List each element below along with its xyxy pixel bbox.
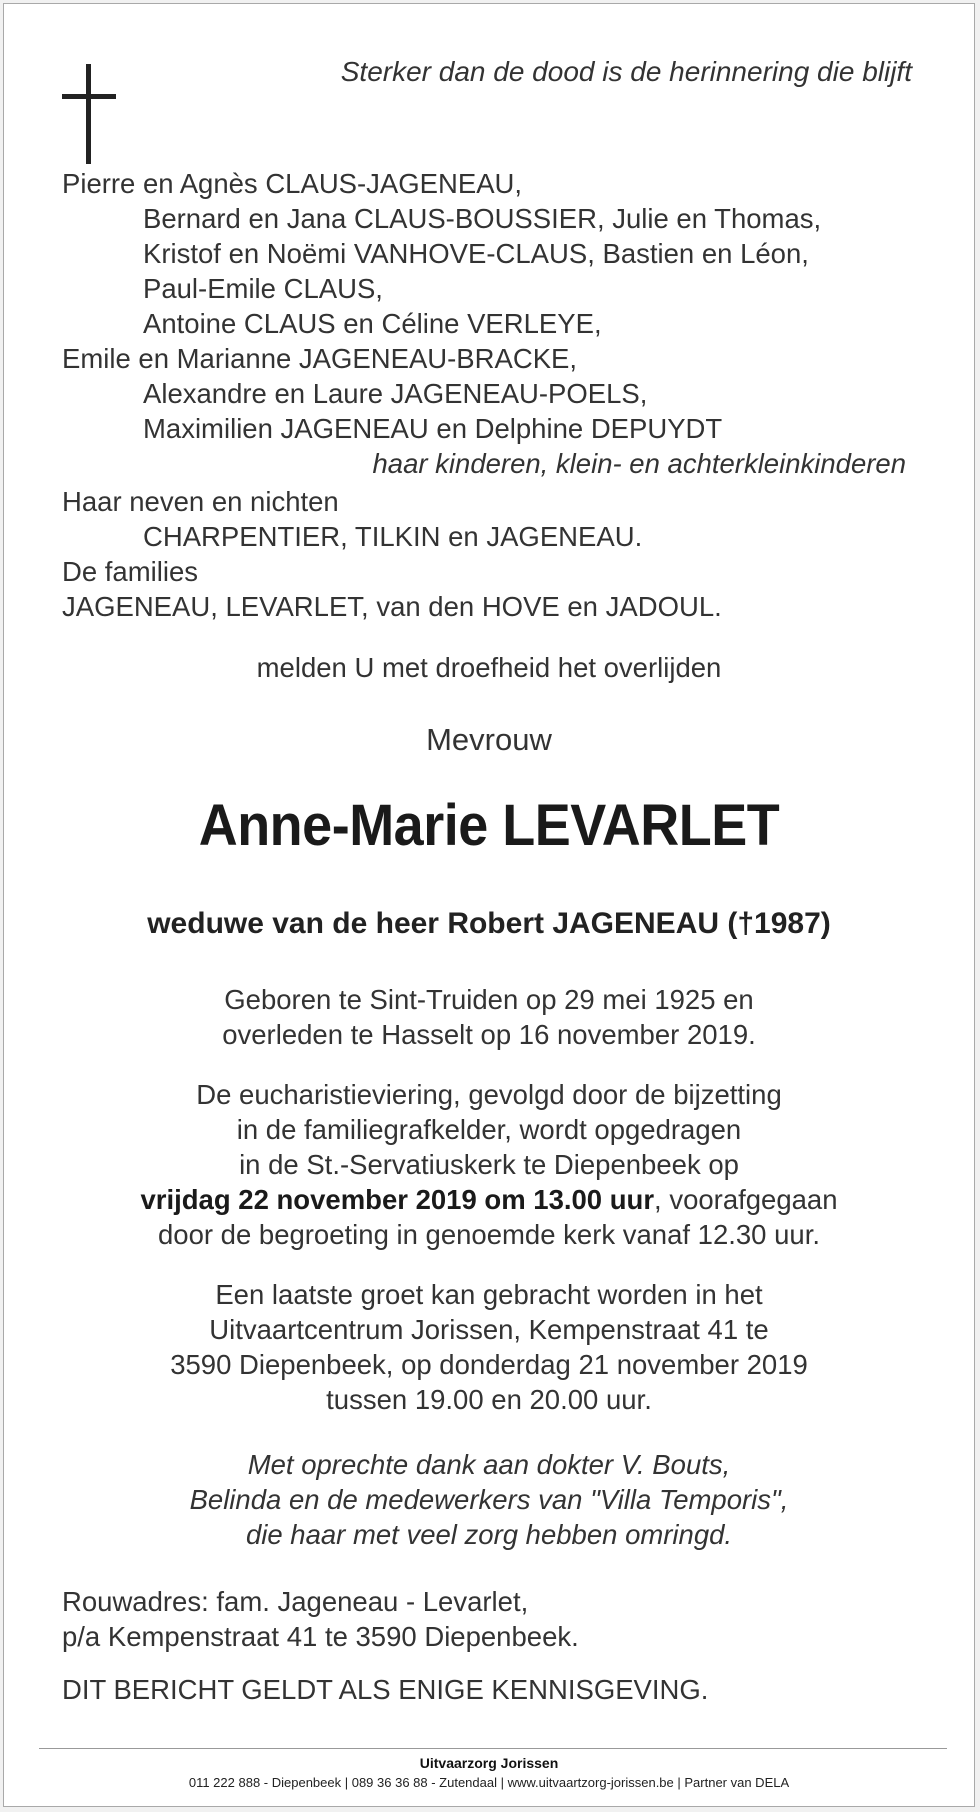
thanks-line: Belinda en de medewerkers van "Villa Temporis", bbox=[189, 1484, 789, 1515]
notice: DIT BERICHT GELDT ALS ENIGE KENNISGEVING. bbox=[62, 1674, 709, 1705]
family-line: Bernard en Jana CLAUS-BOUSSIER, Julie en Thomas, bbox=[143, 203, 822, 234]
family-line: Paul-Emile CLAUS, bbox=[143, 273, 383, 304]
thanks-line: die haar met veel zorg hebben omringd. bbox=[245, 1519, 733, 1550]
visitation-line: 3590 Diepenbeek, op donderdag 21 november 2019 bbox=[170, 1349, 808, 1380]
cross-icon bbox=[62, 64, 116, 164]
ceremony-line: De eucharistieviering, gevolgd door de bijzetting bbox=[196, 1079, 782, 1110]
honorific: Mevrouw bbox=[426, 722, 552, 757]
family-relation: haar kinderen, klein- en achterkleinkinderen bbox=[372, 448, 906, 479]
family-line: Alexandre en Laure JAGENEAU-POELS, bbox=[143, 378, 648, 409]
ceremony-line: in de familiegrafkelder, wordt opgedragen bbox=[236, 1114, 742, 1145]
footer-contact: 011 222 888 - Diepenbeek | 089 36 36 88 - Zutendaal | www.uitvaartzorg-jorissen.be | Partner van DELA bbox=[188, 1775, 790, 1790]
obituary-card bbox=[3, 3, 975, 1807]
ceremony-line: door de begroeting in genoemde kerk vanaf 12.30 uur. bbox=[157, 1219, 820, 1250]
address-line: Rouwadres: fam. Jageneau - Levarlet, bbox=[62, 1586, 529, 1617]
family-line: Maximilien JAGENEAU en Delphine DEPUYDT bbox=[143, 413, 723, 444]
visitation-line: Uitvaartcentrum Jorissen, Kempenstraat 41 te bbox=[209, 1314, 769, 1345]
deceased-name: Anne-Marie LEVARLET bbox=[198, 793, 780, 858]
ceremony-info bbox=[4, 1077, 974, 1252]
visitation-line: tussen 19.00 en 20.00 uur. bbox=[326, 1384, 652, 1415]
family-line: De families bbox=[62, 556, 199, 587]
birth-death-info bbox=[4, 982, 974, 1052]
ceremony-date: vrijdag 22 november 2019 om 13.00 uur bbox=[140, 1184, 655, 1215]
ceremony-date-line: vrijdag 22 november 2019 om 13.00 uur, voorafgegaan bbox=[140, 1184, 838, 1215]
mourning-address bbox=[62, 1584, 579, 1654]
family-line: Haar neven en nichten bbox=[62, 486, 339, 517]
visitation-info bbox=[4, 1277, 974, 1417]
family-line: CHARPENTIER, TILKIN en JAGENEAU. bbox=[143, 521, 643, 552]
birth-line: Geboren te Sint-Truiden op 29 mei 1925 en bbox=[224, 984, 754, 1015]
visitation-line: Een laatste groet kan gebracht worden in het bbox=[215, 1279, 763, 1310]
family-line: Kristof en Noëmi VANHOVE-CLAUS, Bastien en Léon, bbox=[143, 238, 809, 269]
widow-of: weduwe van de heer Robert JAGENEAU (†1987) bbox=[147, 907, 831, 940]
address-line: p/a Kempenstraat 41 te 3590 Diepenbeek. bbox=[62, 1621, 579, 1652]
family-line: JAGENEAU, LEVARLET, van den HOVE en JADOUL. bbox=[62, 591, 722, 622]
footer-divider bbox=[39, 1748, 947, 1749]
family-line: Antoine CLAUS en Céline VERLEYE, bbox=[143, 308, 602, 339]
footer-company: Uitvaarzorg Jorissen bbox=[419, 1755, 559, 1771]
thanks-note bbox=[4, 1447, 974, 1552]
death-line: overleden te Hasselt op 16 november 2019. bbox=[222, 1019, 756, 1050]
ceremony-line: in de St.-Servatiuskerk te Diepenbeek op bbox=[239, 1149, 739, 1180]
announcement: melden U met droefheid het overlijden bbox=[256, 652, 722, 683]
thanks-line: Met oprechte dank aan dokter V. Bouts, bbox=[247, 1449, 731, 1480]
motto: Sterker dan de dood is de herinnering die blijft bbox=[340, 56, 912, 87]
family-line: Emile en Marianne JAGENEAU-BRACKE, bbox=[62, 343, 578, 374]
family-line: Pierre en Agnès CLAUS-JAGENEAU, bbox=[62, 168, 523, 199]
